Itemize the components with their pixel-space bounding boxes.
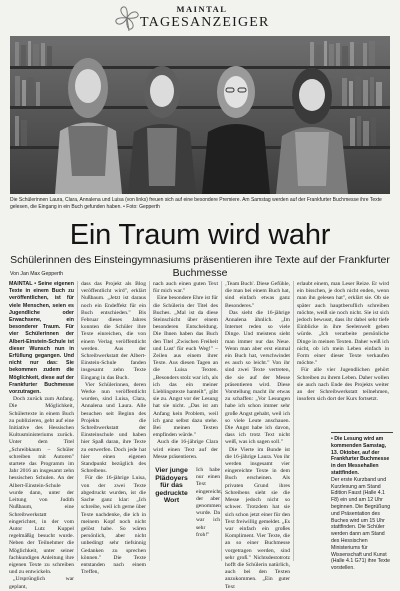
body-paragraph: Eine besondere Ehre ist für die Schülerin der Titel des Buches. „Mal ist da diese Steinschicht über einem besonderen Entscheidung. Die Ihnen haben das Buch den Titel ‚Zwischen Freiheit und Lust' für euch Weg!" – Zeilen aus einem ihrer Texte. Aus diesen Tagen an die Luisa Texten. „Besonders stolz war ich, als ich das ein meiner Lieblingstexte hanteilt", gibt sie zu. Angst vor der Lesung hat sie nicht. „Das ist am Anfang kein Problem, weil ich ganz selbst dazu stehe. Bei meinen Texten empfinden würde."	[153, 295, 218, 439]
body-paragraph: Ich habe nur einen Text eingereicht, der aber genommen wurde. Da war ich sehr froh!"	[196, 467, 223, 538]
photo-caption: Die Schülerinnen Laura, Clara, Annalena und Luisa (von links) freuen sich auf eine besondere Premiere. Am Samstag werden auf der Frankfurter Buchmesse ihre Texte gelesen, die Eingang in ein Buch gefunden haben. • Foto: Gepperth	[10, 197, 382, 210]
column-divider	[293, 281, 294, 561]
body-paragraph: Die Vierte im Bunde ist die 16-jährige Laura. Von ihr werden insgesamt vier eingereichte Texte in dem Buch erscheinen. Als privaten Grund ihres Schreibens sieht sie die Messe jedoch nicht so schwer. Trotzdem hat sie sich schon jetzt einer für den Text freiwillig gemeldet. „Es war einfach ein großes Kompliment. Vier Texte, die an so einer Buchmesse vorgetragen werden, sind sehr groß." Nichtsdestotrotz hofft die Schülerin natürlich, auch bei den Texten anzukommen. „Ein guter Text	[225, 446, 290, 590]
body-paragraph: dass das Projekt als Blog veröffentlicht wird", erklärt Nußbaum. „Jetzt ist daraus noch ein Endeffekt für ein Buch entschieden." Bis Februar dieses Jahres konnten die Schüler ihre Texte einreichen, die von einem Verlag veröffentlicht werden. Aus der Schreibwerkstatt der Albert-Einstein-Schule fanden insgesamt zehn Texte Eingang in das Buch.	[81, 281, 146, 381]
body-paragraph: Das sieht die 16-jährige Annalena ähnlich. „Im Internet reden so viele Dinge. Und meistens sieht man immer nur das Neue. Wenn man aber erst einmal ein Buch hat, verschwindet es auch so leicht." Von ihr sind zwei Texte vertreten, die sie auf der Messe präsentieren wird. Diese Vorstellung macht ihr etwas zu schaffen: „Vor Lesungen habe ich schon immer sehr große Angst gehabt, weil ich so viele Leute anschauen. Die Angst habe ich davon, dass ich trotz Text nicht weiß, was ich sagen soll."	[225, 309, 290, 446]
lead-paragraph: MAINTAL • Seine eigenen Texte in einem Buch zu veröffentlichen, ist für viele Menschen, seien es Jugendliche oder Erwachsene, ein besonderer Traum. Für vier Schülerinnen der Albert-Einstein-Schule ist dieser Wunsch nun in Erfüllung gegangen. Und nicht nur das: Sie bekommen zudem die Möglichkeit, diese auf der Frankfurter Buchmesse vorzutragen.	[9, 281, 74, 396]
body-paragraph: Für die 16-jährige Luisa, von der zwei Texte abgedruckt wurden, ist die Sache ganz klar: „Ich schreibe, weil ich gerne über Texte nachdenke, die ich in meinem Kopf noch nicht gelöst habe. So wären persönlich, aber nicht unbedingt sehr tiefsinnig Gedanken zu sprechen können." Die Texte entstanden nach einem Treffen,	[81, 475, 146, 576]
cloverleaf-logo-icon	[112, 3, 142, 33]
article-column-4	[225, 281, 290, 590]
article-column-1	[9, 281, 74, 590]
masthead	[0, 0, 400, 40]
body-paragraph: „Ursprünglich war geplant,	[9, 576, 74, 590]
article-column-3	[153, 281, 218, 465]
group-photo	[10, 36, 390, 194]
pull-quote: Vier junge Plädoyers für das gedruckte Wort	[155, 467, 188, 505]
body-paragraph: Doch zurück zum Anfang. Die Möglichkeit, Schülertexte in einem Buch zu publizieren, geht auf eine Initiative des Hessischen Kultusministeriums zurück. Unter dem Titel „Schreibkaum – Schüler schreiben mit Autoren" startete das Programm im Jahr 2016 an insgesamt zehn hessischen Schulen. An der Albert-Einstein-Schule wurde dann, unter der Leitung von Judith Nußbaum, eine Schreibwerkstatt eingerichtet, in der vom Autor Lutz Kuppel regelmäßig besucht wurde. Neben der Teilnehmer die Möglichkeit, unter seiner fachkundigen Anleitung ihre eigenen Texte zu schreiben und zu entwickeln.	[9, 396, 74, 576]
photo-image	[10, 36, 390, 194]
masthead-city: MAINTAL	[176, 4, 228, 14]
article-column-5	[297, 281, 389, 431]
subheadline: Schülerinnen des Einsteingymnasiums präsentieren ihre Texte auf der Frankfurter Buchmesse	[10, 254, 390, 279]
info-box-body: Der erste Kurzband und Kurzlesung am Stand Edition Faust (Halle 4.1 F8) ein und am 12 Uhr beginnen. Die Begrüßung und Präsentation des Buches wird um 15 Uhr stattfinden. Die Schüler werden dann am Stand des Hessischen Ministeriums für Wissenschaft und Kunst (Halle 4.1 G71) ihre Texte vorstellen.	[331, 476, 391, 572]
byline: Von Jan Max Gepperth	[10, 271, 64, 277]
body-paragraph: Auch die 16-jährige Clara wird einen Text auf der Messe präsentieren.	[153, 439, 218, 460]
body-paragraph: Vier Schülerinnen, deren Werke nun veröffentlicht wurden, sind Luisa, Clara, Annalena und Laura. Alle besuchen seit Beginn des Projekts die Schreibwerkstatt der Einsteinschule und haben hier Spaß daran, ihre Texte zu entwerfen. Doch jede hat hier einen eigenen Standpunkt bezüglich des Schreibens.	[81, 381, 146, 475]
column-divider	[77, 281, 78, 561]
article-column-2	[81, 281, 146, 576]
body-paragraph: erlaubt einem, man Leser Reize. Er wird ein bisschen, je doch nicht enden, wenn man ihn gelesen hat", erklärt sie. Ob sie später auch hauptberuflich schreiben möchte, weiß sie noch nicht. Sie ist sich jedoch bewusst, dass ihr dabei sehr tiefe Einblicke in ihre Seelenwelt geben würde. „Ich verarbeite persönliche Dinge in meinen Texten. Daher weiß ich nicht, ob ich mein Leben einfach in Form einer dieser Texte verkaufen möchte."	[297, 281, 389, 367]
body-paragraph: Für alle vier Jugendlichen gehört Schreiben zu ihrem Leben. Daher wollen sie auch nach Ende des Projekts weiter an der Schreibwerkstatt teilnehmen, insofern sich dort der Kurs fortsetzt.	[297, 367, 389, 403]
headline: Ein Traum wird wahr	[69, 219, 331, 251]
column-divider	[149, 281, 150, 561]
body-paragraph: nach auch einen guten Text für mich war."	[153, 281, 218, 295]
event-info-box	[331, 432, 393, 572]
column-divider	[221, 281, 222, 561]
body-paragraph: ‚Team Buch'. Diese Gefühle, die man bei einem Buch hat, sind einfach etwas ganz Besonderes."	[225, 281, 290, 309]
article-column-3-lower	[196, 467, 223, 561]
info-box-title: • Die Lesung wird am kommenden Samstag, 13. Oktober, auf der Frankfurter Buchmesse in den Messehallen stattfinden.	[331, 436, 390, 476]
masthead-title: TAGESANZEIGER	[140, 15, 270, 30]
